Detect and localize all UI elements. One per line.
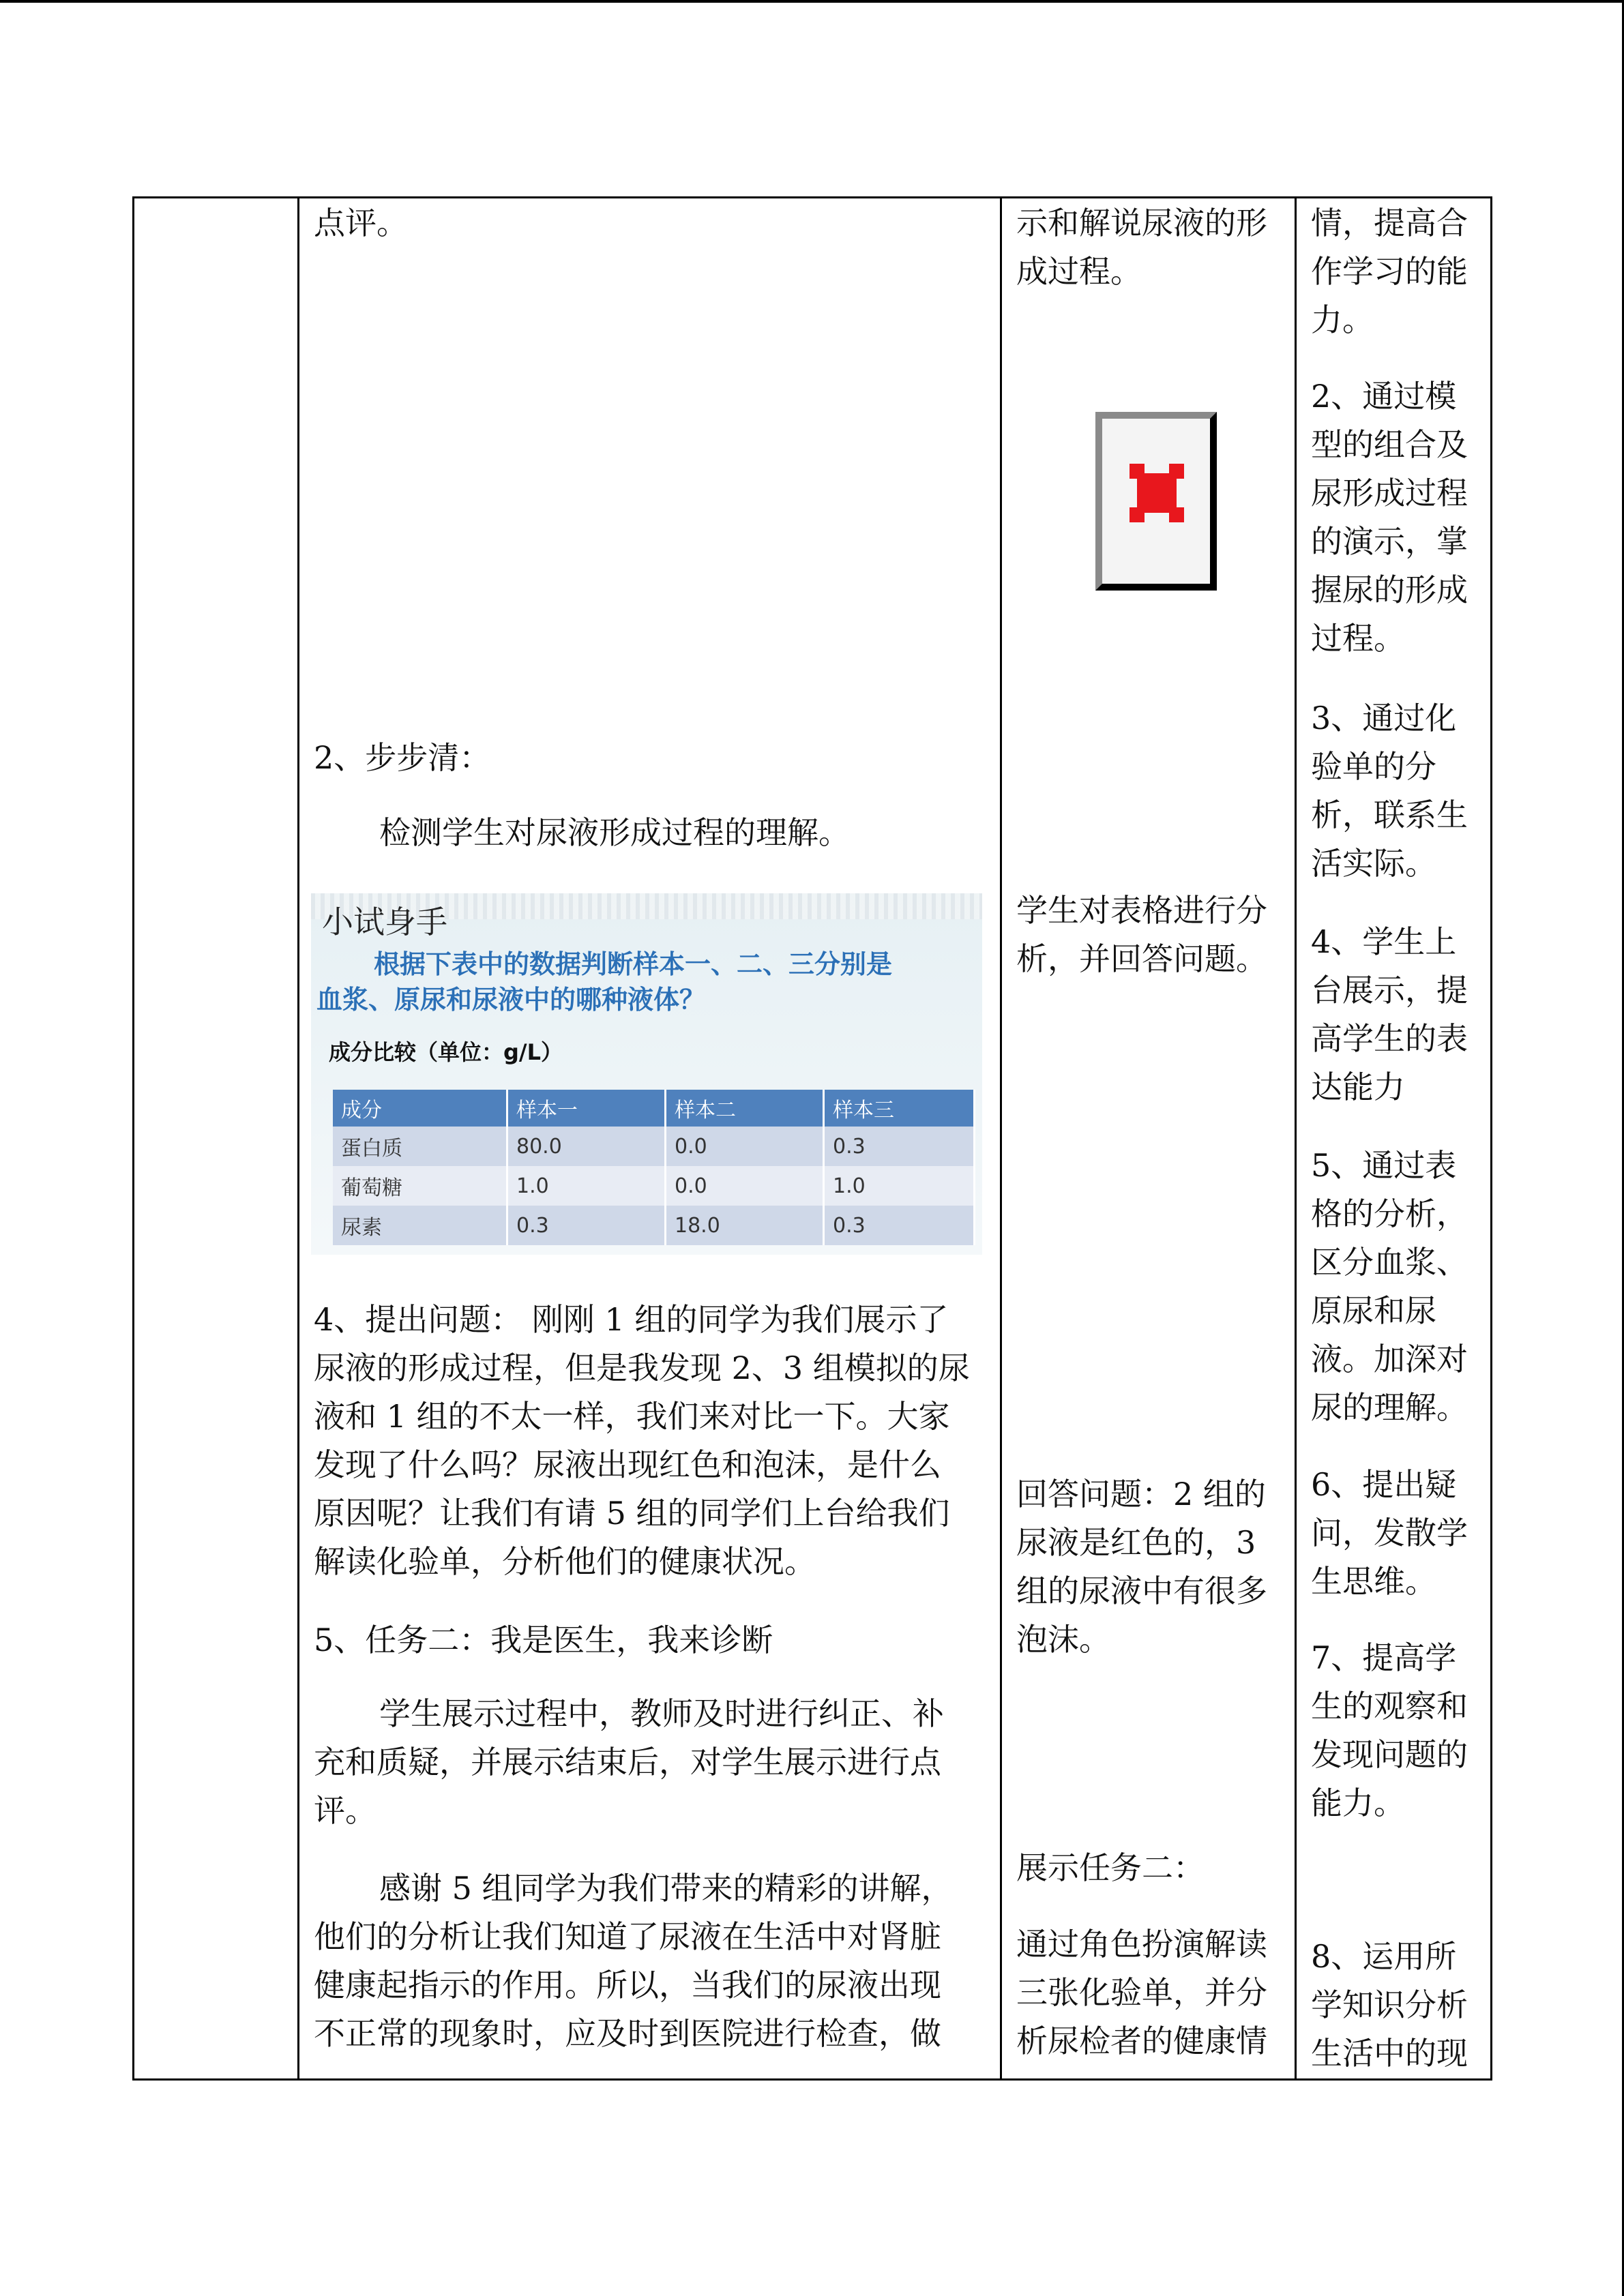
table-header-cell: 样本一 — [507, 1090, 666, 1127]
text-line: 过程。 — [1311, 620, 1405, 657]
text-line: 的演示，掌 — [1311, 523, 1468, 560]
table-header-cell: 样本三 — [824, 1090, 975, 1127]
text-line: 力。 — [1311, 301, 1374, 338]
col2-task2-heading: 5、任务二：我是医生，我来诊断 — [314, 1622, 773, 1658]
text-line: 析，并回答问题。 — [1016, 940, 1267, 977]
col3-answer-text — [1016, 1470, 1267, 1664]
col4-item-8 — [1311, 1933, 1468, 2078]
col4-item-5 — [1311, 1142, 1468, 1432]
table-row — [333, 1206, 975, 1245]
text-line: 析尿检者的健康情 — [1016, 2023, 1267, 2059]
text-line: 生活中的现 — [1311, 2035, 1468, 2072]
text-line: 健康起指示的作用。所以，当我们的尿液出现 — [314, 1967, 941, 2003]
table-bottom-border — [132, 2078, 1492, 2081]
text-line: 5、通过表 — [1311, 1147, 1457, 1184]
col2-feedback-paragraph — [314, 1690, 944, 1835]
text-line: 发现问题的 — [1311, 1736, 1468, 1773]
text-line: 问，发散学 — [1311, 1515, 1468, 1551]
col3-demo-text — [1016, 199, 1267, 296]
text-line: 8、运用所 — [1311, 1938, 1457, 1975]
table-header-row — [333, 1090, 975, 1127]
text-line: 达能力 — [1311, 1069, 1405, 1105]
table-row — [333, 1166, 975, 1206]
text-line: 生思维。 — [1311, 1563, 1436, 1600]
text-line: 他们的分析让我们知道了尿液在生活中对肾脏 — [314, 1918, 941, 1955]
text-line: 尿液的形成过程，但是我发现 2、3 组模拟的尿 — [314, 1350, 970, 1386]
col4-item-6 — [1311, 1461, 1468, 1606]
table-col-divider-3 — [1000, 196, 1002, 2081]
text-line: 液。加深对 — [1311, 1341, 1468, 1377]
text-line: 高学生的表 — [1311, 1020, 1468, 1057]
text-line: 组的尿液中有很多 — [1016, 1572, 1267, 1609]
slide-title: 小试身手 — [322, 904, 447, 940]
text-line: 尿的理解。 — [1311, 1389, 1468, 1426]
text-line: 成过程。 — [1016, 253, 1142, 290]
text-line: 3、通过化 — [1311, 700, 1457, 736]
text-line: 通过角色扮演解读 — [1016, 1926, 1267, 1963]
table-cell: 1.0 — [507, 1166, 666, 1206]
table-cell: 80.0 — [507, 1127, 666, 1166]
text-line: 回答问题：2 组的 — [1016, 1476, 1266, 1512]
table-header-cell: 成分 — [333, 1090, 507, 1127]
table-cell: 0.0 — [666, 1127, 824, 1166]
col3-roleplay-text — [1016, 1920, 1267, 2066]
text-line: 台展示，提 — [1311, 972, 1468, 1009]
table-col-divider-5 — [1490, 196, 1492, 2081]
text-line: 评。 — [314, 1792, 377, 1829]
table-cell: 18.0 — [666, 1206, 824, 1245]
slide-question-line-1: 根据下表中的数据判断样本一、二、三分别是 — [374, 949, 893, 979]
table-col-divider-2 — [297, 196, 299, 2081]
table-cell: 0.3 — [824, 1206, 975, 1245]
text-line: 验单的分 — [1311, 748, 1436, 785]
text-line: 学生对表格进行分 — [1016, 892, 1267, 929]
red-x-icon — [1130, 464, 1184, 522]
slide-table-caption: 成分比较（单位：g/L） — [329, 1039, 563, 1065]
text-line: 三张化验单，并分 — [1016, 1974, 1267, 2011]
table-col-divider-1 — [132, 196, 134, 2081]
col4-item-4 — [1311, 918, 1468, 1112]
table-header-cell: 样本二 — [666, 1090, 824, 1127]
text-line: 情，提高合 — [1311, 205, 1468, 241]
text-line: 型的组合及 — [1311, 426, 1468, 463]
text-line: 液和 1 组的不太一样，我们来对比一下。大家 — [314, 1398, 950, 1435]
col2-step-desc: 检测学生对尿液形成过程的理解。 — [379, 814, 850, 851]
text-line: 泡沫。 — [1016, 1621, 1110, 1658]
col2-p1: 点评。 — [314, 205, 408, 241]
text-line: 2、通过模 — [1311, 378, 1457, 415]
table-cell: 尿素 — [333, 1206, 507, 1245]
text-line: 尿形成过程 — [1311, 475, 1468, 511]
text-line: 解读化验单，分析他们的健康状况。 — [314, 1543, 816, 1580]
slide-question-line-2: 血浆、原尿和尿液中的哪种液体？ — [316, 985, 706, 1015]
text-line: 尿液是红色的，3 — [1016, 1524, 1256, 1561]
text-line: 格的分析， — [1311, 1195, 1468, 1232]
text-line: 区分血浆、 — [1311, 1244, 1468, 1281]
col4-item-1 — [1311, 199, 1468, 344]
composition-table — [333, 1090, 975, 1245]
text-line: 示和解说尿液的形 — [1016, 205, 1267, 241]
text-line: 充和质疑，并展示结束后，对学生展示进行点 — [314, 1744, 941, 1780]
text-line: 4、学生上 — [1311, 923, 1457, 960]
text-line: 作学习的能 — [1311, 253, 1468, 290]
table-cell: 0.0 — [666, 1166, 824, 1206]
col4-item-3 — [1311, 694, 1468, 888]
table-col-divider-4 — [1295, 196, 1297, 2081]
text-line: 握尿的形成 — [1311, 571, 1468, 608]
text-line: 7、提高学 — [1311, 1639, 1457, 1676]
col3-task2-heading: 展示任务二： — [1016, 1849, 1205, 1886]
col4-item-7 — [1311, 1634, 1468, 1828]
broken-image-icon — [1095, 412, 1217, 591]
col3-analysis-text — [1016, 886, 1267, 983]
table-cell: 0.3 — [507, 1206, 666, 1245]
text-line: 学知识分析 — [1311, 1986, 1468, 2023]
text-line: 析，联系生 — [1311, 796, 1468, 833]
text-line: 6、提出疑 — [1311, 1466, 1457, 1503]
quiz-slide-image — [311, 893, 982, 1255]
text-line: 活实际。 — [1311, 845, 1436, 882]
text-line: 生的观察和 — [1311, 1688, 1468, 1725]
slide-question — [316, 946, 971, 1017]
text-line: 感谢 5 组同学为我们带来的精彩的讲解， — [379, 1870, 953, 1907]
text-line: 4、提出问题： 刚刚 1 组的同学为我们展示了 — [314, 1301, 949, 1338]
table-cell: 0.3 — [824, 1127, 975, 1166]
col4-item-2 — [1311, 372, 1468, 663]
table-cell: 1.0 — [824, 1166, 975, 1206]
table-row — [333, 1127, 975, 1166]
text-line: 原尿和尿 — [1311, 1292, 1436, 1329]
text-line: 不正常的现象时，应及时到医院进行检查，做 — [314, 2015, 941, 2052]
text-line: 原因呢？让我们有请 5 组的同学们上台给我们 — [314, 1495, 950, 1532]
col2-step-heading: 2、步步清： — [314, 739, 491, 776]
text-line: 能力。 — [1311, 1785, 1405, 1821]
table-cell: 葡萄糖 — [333, 1166, 507, 1206]
text-line: 发现了什么吗？尿液出现红色和泡沫，是什么 — [314, 1446, 941, 1483]
table-top-border — [132, 196, 1492, 198]
text-line: 学生展示过程中，教师及时进行纠正、补 — [379, 1695, 944, 1732]
col2-thanks-paragraph — [314, 1864, 953, 2058]
table-cell: 蛋白质 — [333, 1127, 507, 1166]
page-top-border — [0, 0, 1624, 3]
col2-question-paragraph — [314, 1296, 970, 1586]
